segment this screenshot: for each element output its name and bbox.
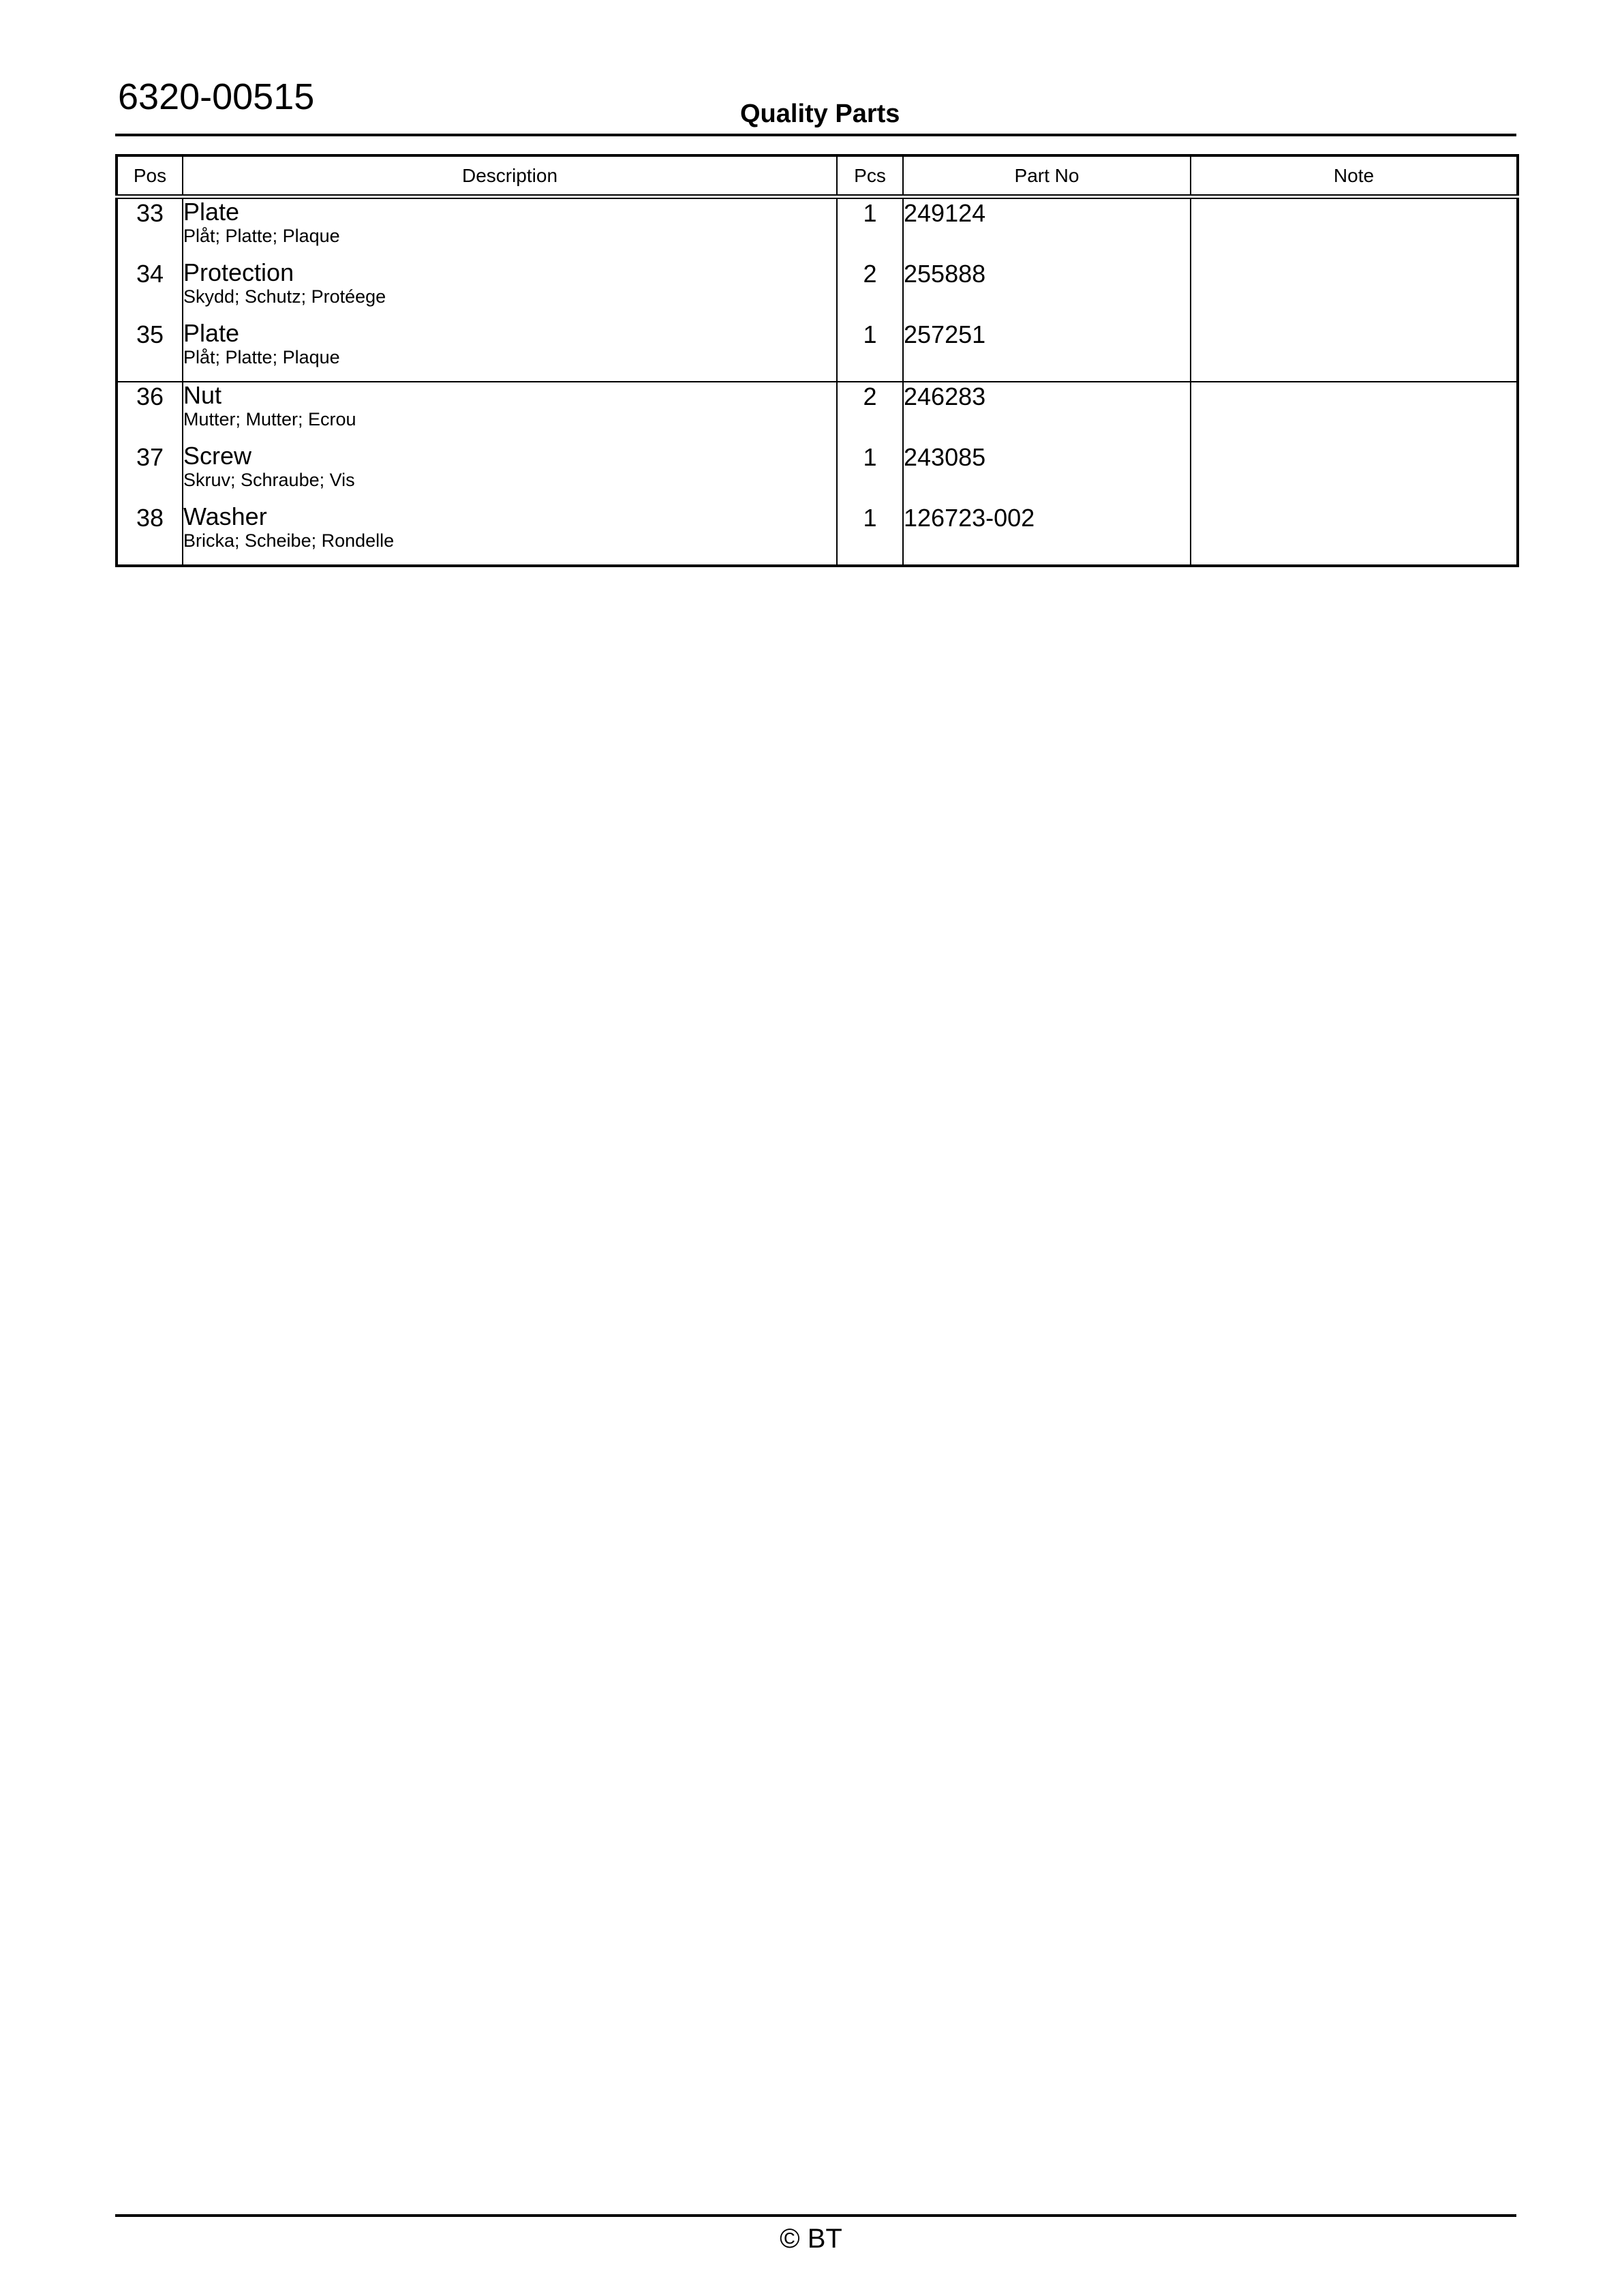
page-title: Quality Parts <box>740 100 900 128</box>
part-name: Protection <box>183 258 294 286</box>
column-header-note: Note <box>1191 155 1518 197</box>
part-translations: Skruv; Schraube; Vis <box>183 469 355 490</box>
table-row <box>117 320 1518 382</box>
pcs-cell: 1 <box>837 320 903 382</box>
part-no-cell: 255888 <box>903 260 1191 320</box>
note-cell <box>1191 382 1518 443</box>
table-row <box>117 504 1518 566</box>
pos-cell: 37 <box>117 443 183 504</box>
description-cell <box>183 504 837 566</box>
part-translations: Mutter; Mutter; Ecrou <box>183 408 356 429</box>
table-row <box>117 382 1518 443</box>
table-row <box>117 260 1518 320</box>
part-name: Plate <box>183 198 240 226</box>
column-header-pcs: Pcs <box>837 155 903 197</box>
part-no-cell: 243085 <box>903 443 1191 504</box>
column-header-description: Description <box>183 155 837 197</box>
part-name: Washer <box>183 502 267 530</box>
description-cell <box>183 197 837 260</box>
note-cell <box>1191 260 1518 320</box>
table-row <box>117 443 1518 504</box>
part-name: Nut <box>183 381 222 409</box>
table-header-row <box>117 155 1518 197</box>
pos-cell: 33 <box>117 197 183 260</box>
parts-table <box>115 154 1519 567</box>
pos-cell: 36 <box>117 382 183 443</box>
pos-cell: 34 <box>117 260 183 320</box>
part-no-cell: 257251 <box>903 320 1191 382</box>
pcs-cell: 1 <box>837 504 903 566</box>
footer-divider <box>115 2214 1516 2217</box>
part-no-cell: 246283 <box>903 382 1191 443</box>
part-translations: Plåt; Platte; Plaque <box>183 346 340 367</box>
part-translations: Skydd; Schutz; Protéege <box>183 286 386 307</box>
column-header-part-no: Part No <box>903 155 1191 197</box>
part-name: Screw <box>183 442 252 470</box>
pcs-cell: 1 <box>837 443 903 504</box>
note-cell <box>1191 443 1518 504</box>
description-cell <box>183 320 837 382</box>
note-cell <box>1191 197 1518 260</box>
description-cell <box>183 260 837 320</box>
note-cell <box>1191 320 1518 382</box>
part-name: Plate <box>183 319 240 347</box>
note-cell <box>1191 504 1518 566</box>
part-translations: Plåt; Platte; Plaque <box>183 225 340 246</box>
part-translations: Bricka; Scheibe; Rondelle <box>183 530 395 551</box>
copyright-text: © BT <box>780 2224 842 2254</box>
pcs-cell: 2 <box>837 382 903 443</box>
description-cell <box>183 443 837 504</box>
description-cell <box>183 382 837 443</box>
part-no-cell: 126723-002 <box>903 504 1191 566</box>
table-row <box>117 197 1518 260</box>
header-divider <box>115 134 1516 136</box>
pcs-cell: 1 <box>837 197 903 260</box>
part-no-cell: 249124 <box>903 197 1191 260</box>
column-header-pos: Pos <box>117 155 183 197</box>
document-number: 6320-00515 <box>118 76 315 117</box>
pos-cell: 35 <box>117 320 183 382</box>
pcs-cell: 2 <box>837 260 903 320</box>
pos-cell: 38 <box>117 504 183 566</box>
